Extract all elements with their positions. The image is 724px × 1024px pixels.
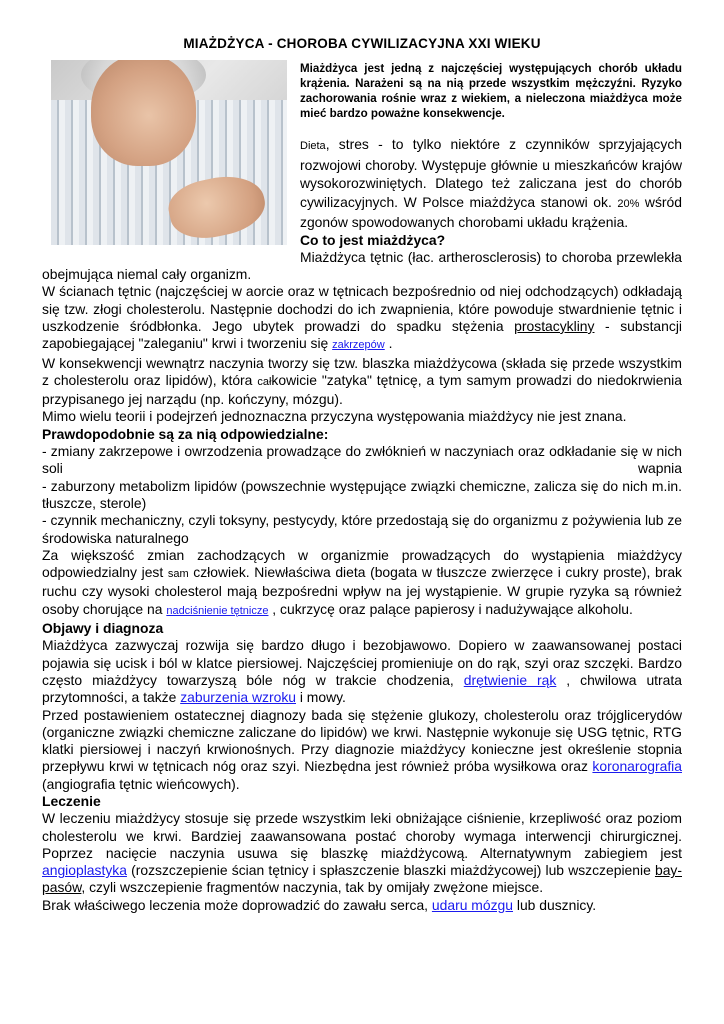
cause-item-3: - czynnik mechaniczny, czyli toksyny, pestycydy, które przedostają się do organizmu z pożywienia lub ze środowiska naturalnego — [42, 512, 683, 546]
symptoms-paragraph-1: Miażdżyca zazwyczaj rozwija się bardzo długo i bezobjawowo. Dopiero w zaawansowanej postaci pojawia się ucisk i ból w klatce piersiowej. Najczęściej promieniuje on do rąk, szyi oraz szczęki. Bardzo często miażdżycy towarzyszą bóle nóg w trakcie chodzenia, drętwienie rąk , chwilowa utrata przytomności, a także zaburzenia wzroku i mowy. — [42, 637, 682, 706]
numbness-link[interactable]: drętwienie rąk — [463, 671, 557, 688]
lead-paragraph: Dieta, stres - to tylko niektóre z czynników sprzyjających rozwojowi choroby. Występuje głównie u mieszkańców krajów wysokorozwiniętych. Dlatego też zaliczana jest do chorób cywilizacyjnych. W Polsce miażdżyca stanowi ok. 20% wśród zgonów spowodowanych chorobami układu krążenia. — [300, 136, 682, 230]
section-heading-symptoms: Objawy i diagnoza — [42, 620, 164, 637]
diet-word: Dieta — [300, 140, 326, 152]
bypass-link[interactable]: bay-pasów — [42, 862, 682, 896]
what-paragraph-4: Mimo wielu teorii i podejrzeń jednoznaczna przyczyna występowania miażdżycy nie jest znana. — [42, 408, 627, 425]
symptoms-paragraph-2: Przed postawieniem ostatecznej diagnozy bada się stężenie glukozy, cholesterolu oraz trójglicerydów (organiczne związki chemiczne zaliczane do lipidów) we krwi. Następnie wykonuje się USG tętnic, RTG klatki piersiowej i naczyń krwionośnych. Przy diagnozie miażdżycy konieczne jest określenie stopnia przepływu krwi w tętnicach nóg oraz szyi. Niezbędna jest również próba wysiłkowa oraz koronarografia (angiografia tętnic wieńcowych). — [42, 706, 682, 792]
what-paragraph-1: Miażdżyca tętnic (łac. artherosclerosis) to choroba przewlekła obejmująca niemal cały organizm. — [42, 248, 682, 283]
hypertension-link[interactable]: nadciśnienie tętnicze — [166, 604, 269, 617]
coronarography-link[interactable]: koronarografia — [592, 758, 682, 775]
clots-link[interactable]: zakrzepów — [332, 339, 385, 352]
page-title: MIAŻDŻYCA - CHOROBA CYWILIZACYJNA XXI WIEKU — [183, 36, 541, 51]
angioplasty-link[interactable]: angioplastyka — [42, 862, 127, 879]
what-paragraph-2: W ścianach tętnic (najczęściej w aorcie oraz w tętnicach bezpośrednio od niej odchodzących) odkładają się tzw. złogi cholesterolu. Następnie dochodzi do ich zwapnienia, które powoduje stwardnienie tętnic i uszkodzenie śródbłonka. Jego ubytek prowadzi do spadku stężenia prostacykliny - substancji zapobiegającej "zaleganiu" krwi i tworzeniu się zakrzepów . — [42, 283, 682, 352]
man-holding-chest-photo — [51, 60, 287, 245]
what-paragraph-3: W konsekwencji wewnątrz naczynia tworzy się tzw. blaszka miażdżycowa (składa się przede wszystkim z cholesterolu oraz lipidów), która całkowicie "zatyka" tętnicę, a tym samym prowadzi do niedokrwienia przypisanego jej narządu (np. kończyny, mózgu). — [42, 354, 682, 408]
vision-disorders-link[interactable]: zaburzenia wzroku — [180, 689, 296, 706]
cause-item-2: - zaburzony metabolizm lipidów (powszechnie występujące związki chemiczne, zalicza się do nich m.in. tłuszcze, sterole) — [42, 477, 682, 511]
section-heading-treatment: Leczenie — [42, 793, 101, 809]
prostacyclin-link[interactable]: prostacykliny — [514, 317, 595, 334]
intro-paragraph: Miażdżyca jest jedną z najczęściej występujących chorób układu krążenia. Narażeni są na nią przede wszystkim mężczyźni. Ryzyko zachorowania rośnie wraz z wiekiem, a nieleczona miażdżyca może mieć bardzo poważne konsekwencje. — [300, 62, 682, 120]
document-page — [42, 30, 682, 914]
treatment-paragraph-2: Brak właściwego leczenia może doprowadzić do zawału serca, udaru mózgu lub dusznicy. — [42, 896, 597, 913]
section-heading-what: Co to jest miażdżyca? — [300, 231, 446, 248]
cause-item-1: - zmiany zakrzepowe i owrzodzenia prowadzące do zwłóknień w naczyniach oraz odkładanie się w nich soli wapnia — [42, 443, 682, 477]
treatment-paragraph-1: W leczeniu miażdżycy stosuje się przede wszystkim leki obniżające ciśnienie, krzepliwość oraz poziom cholesterolu we krwi. Bardziej zaawansowana postać choroby wymaga interwencji chirurgicznej. Poprzez nacięcie naczynia usuwa się blaszkę miażdżycową. Alternatywnym zabiegiem jest angioplastyka (rozszczepienie ścian tętnicy i spłaszczenie blaszki miażdżycowej) lub wszczepienie bay-pasów, czyli wszczepienie fragmentów naczynia, tak by omijały zwężone miejsce. — [42, 810, 682, 896]
causes-paragraph: Za większość zmian zachodzących w organizmie prowadzących do wystąpienia miażdżycy odpowiedzialny jest sam człowiek. Niewłaściwa dieta (bogata w tłuszcze zwierzęce i cukry proste), brak ruchu czy wysoki cholesterol mają bezpośredni wpływ na jej wystąpienie. W grupie ryzyka są również osoby chorujące na nadciśnienie tętnicze , cukrzycę oraz palące papierosy i nadużywające alkoholu. — [42, 546, 682, 617]
percent-value: 20% — [617, 197, 640, 210]
stroke-link[interactable]: udaru mózgu — [431, 896, 513, 913]
section-heading-causes: Prawdopodobnie są za nią odpowiedzialne: — [42, 425, 329, 442]
